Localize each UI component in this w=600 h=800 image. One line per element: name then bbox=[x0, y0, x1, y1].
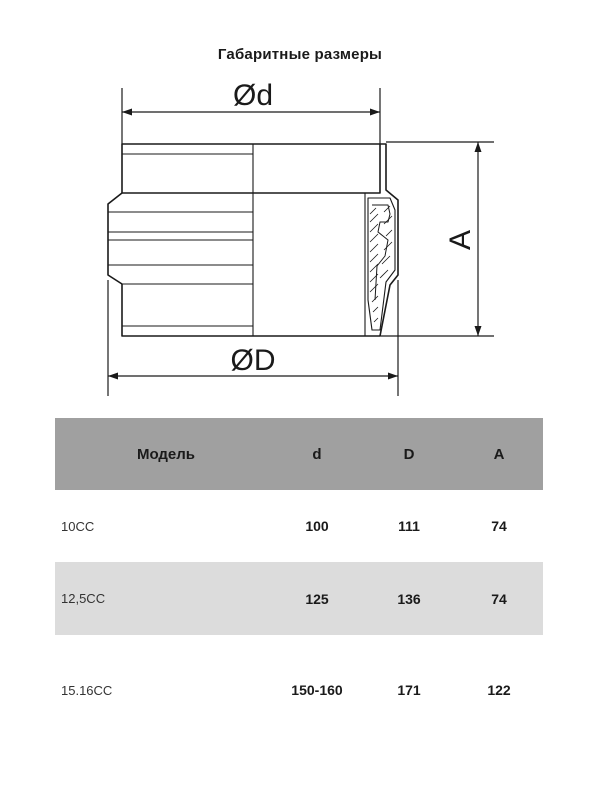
table-row bbox=[55, 490, 543, 562]
cell-d: 125 bbox=[305, 590, 329, 607]
cell-model: 10CC bbox=[61, 518, 95, 534]
cell-A: 74 bbox=[491, 590, 507, 607]
cell-model: 12,5CC bbox=[61, 591, 106, 606]
label-big-D: ØD bbox=[230, 344, 276, 377]
cell-A: 74 bbox=[491, 518, 507, 534]
cell-D: 111 bbox=[398, 518, 420, 534]
table-row bbox=[55, 635, 543, 745]
cell-D: 136 bbox=[397, 590, 421, 607]
adapter-body bbox=[108, 144, 398, 336]
cell-A: 122 bbox=[487, 682, 511, 698]
cell-model: 15.16CC bbox=[61, 682, 113, 698]
cell-d: 100 bbox=[305, 518, 329, 534]
cell-d: 150-160 bbox=[291, 682, 343, 698]
header-D: D bbox=[403, 445, 415, 463]
header-A: A bbox=[493, 445, 505, 463]
table-header-row bbox=[55, 418, 543, 490]
dimension-lines bbox=[108, 88, 494, 396]
header-model: Модель bbox=[136, 445, 196, 463]
page-title: Габаритные размеры bbox=[217, 46, 383, 63]
cell-D: 171 bbox=[397, 682, 421, 698]
label-small-d: Ød bbox=[232, 79, 274, 112]
header-d: d bbox=[312, 445, 322, 463]
dimension-drawing bbox=[0, 70, 600, 410]
label-A: A bbox=[444, 229, 477, 251]
table-row bbox=[55, 562, 543, 635]
dimensions-table bbox=[55, 418, 543, 745]
